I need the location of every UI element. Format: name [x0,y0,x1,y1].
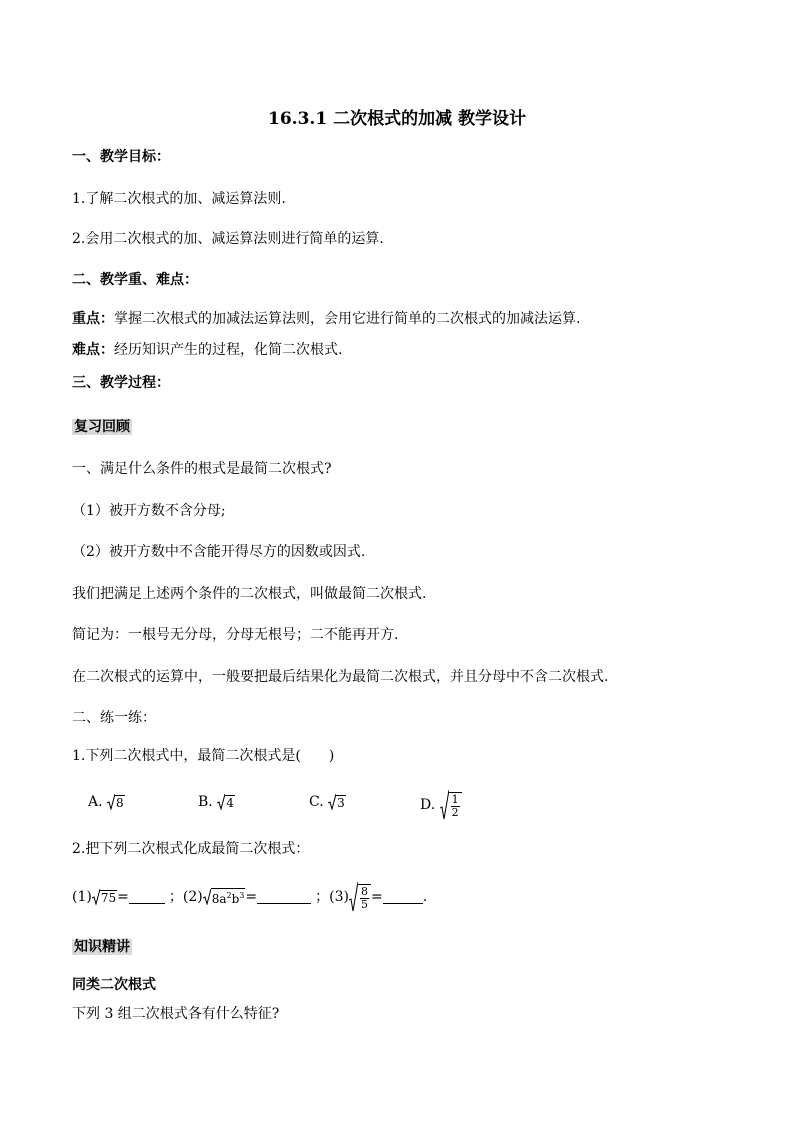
end-period: . [422,889,428,905]
practice-question-1: 1.下列二次根式中，最简二次根式是( ) [72,748,335,764]
goals-heading: 一、教学目标： [72,149,170,165]
options-row [72,790,492,824]
option-c-label: C. [309,794,324,810]
sqrt-3 [328,794,346,810]
sqrt-3-radicand: 3 [337,795,345,810]
sqrt-75-radicand: 75 [100,890,117,905]
key-label: 重点： [72,311,114,327]
exponent-3: 3 [239,891,245,900]
option-b [198,793,235,811]
question-1: 一、满足什么条件的根式是最简二次根式? [72,461,332,477]
hard-point [72,341,342,359]
sqrt-75 [92,889,117,905]
exercise-2-label: ；(2) [168,889,203,905]
option-d-label: D. [420,797,436,813]
exercise-row [72,880,427,914]
sqrt-4-radicand: 4 [226,795,234,810]
equals-2: = [245,889,258,905]
radicand-b: b [231,892,240,906]
fraction-numerator-8: 8 [360,884,368,898]
exponent-2: 2 [226,891,232,900]
knowledge-tag-label: 知识精讲 [74,939,130,955]
same-type-question: 下列 3 组二次根式各有什么特征? [72,1006,280,1022]
hard-text: 经历知识产生的过程，化简二次根式. [114,342,343,358]
practice-heading: 二、练一练： [72,710,156,726]
key-heading: 二、教学重、难点： [72,272,198,288]
option-c [309,793,346,811]
exercise-1-label: (1) [72,889,92,905]
option-b-label: B. [198,794,213,810]
fraction-denominator: 2 [451,805,459,819]
fraction-one-half [449,792,462,819]
condition-2: （2）被开方数中不含能开得尽方的因数或因式. [72,544,366,560]
answer-blank-3[interactable] [383,891,423,904]
fraction-denominator-5: 5 [360,897,368,911]
same-type-heading: 同类二次根式 [72,977,156,993]
goal-2: 2.会用二次根式的加、减运算法则进行简单的运算. [72,231,384,247]
condition-1: （1）被开方数不含分母; [72,503,226,519]
answer-blank-1[interactable] [129,891,165,904]
sqrt-8a2b3 [203,888,246,906]
equals-1: = [117,889,129,905]
knowledge-tag [72,938,132,956]
hard-label: 难点： [72,342,114,358]
goal-1: 1.了解二次根式的加、减运算法则. [72,191,286,207]
sqrt-one-half [440,790,462,820]
option-a [88,793,125,811]
sqrt-4 [217,794,235,810]
option-a-label: A. [88,794,103,810]
practice-question-2: 2.把下列二次根式化成最简二次根式： [72,841,310,857]
review-tag-label: 复习回顾 [74,419,130,435]
equals-3: = [370,889,383,905]
radicand-8a: 8a [211,892,227,906]
process-heading: 三、教学过程： [72,375,170,391]
abbreviation: 简记为：一根号无分母，分母无根号；二不能再开方. [72,627,399,643]
exercise-3-label: ；(3) [315,889,349,905]
sqrt-eight-fifths [349,882,371,912]
fraction-numerator: 1 [451,792,459,806]
key-point [72,310,580,328]
review-tag [72,418,132,436]
sqrt-8 [107,794,125,810]
answer-blank-2[interactable] [257,891,311,904]
sqrt-8-radicand: 8 [116,795,124,810]
key-text: 掌握二次根式的加减法运算法则，会用它进行简单的二次根式的加减法运算. [114,311,581,327]
sqrt-8a2b3-radicand [211,888,246,906]
fraction-eight-fifths [358,884,371,911]
definition: 我们把满足上述两个条件的二次根式，叫做最简二次根式. [72,586,427,602]
option-d [420,790,462,820]
note: 在二次根式的运算中，一般要把最后结果化为最简二次根式，并且分母中不含二次根式. [72,669,609,685]
page-title: 16.3.1 二次根式的加减 教学设计 [268,109,526,129]
